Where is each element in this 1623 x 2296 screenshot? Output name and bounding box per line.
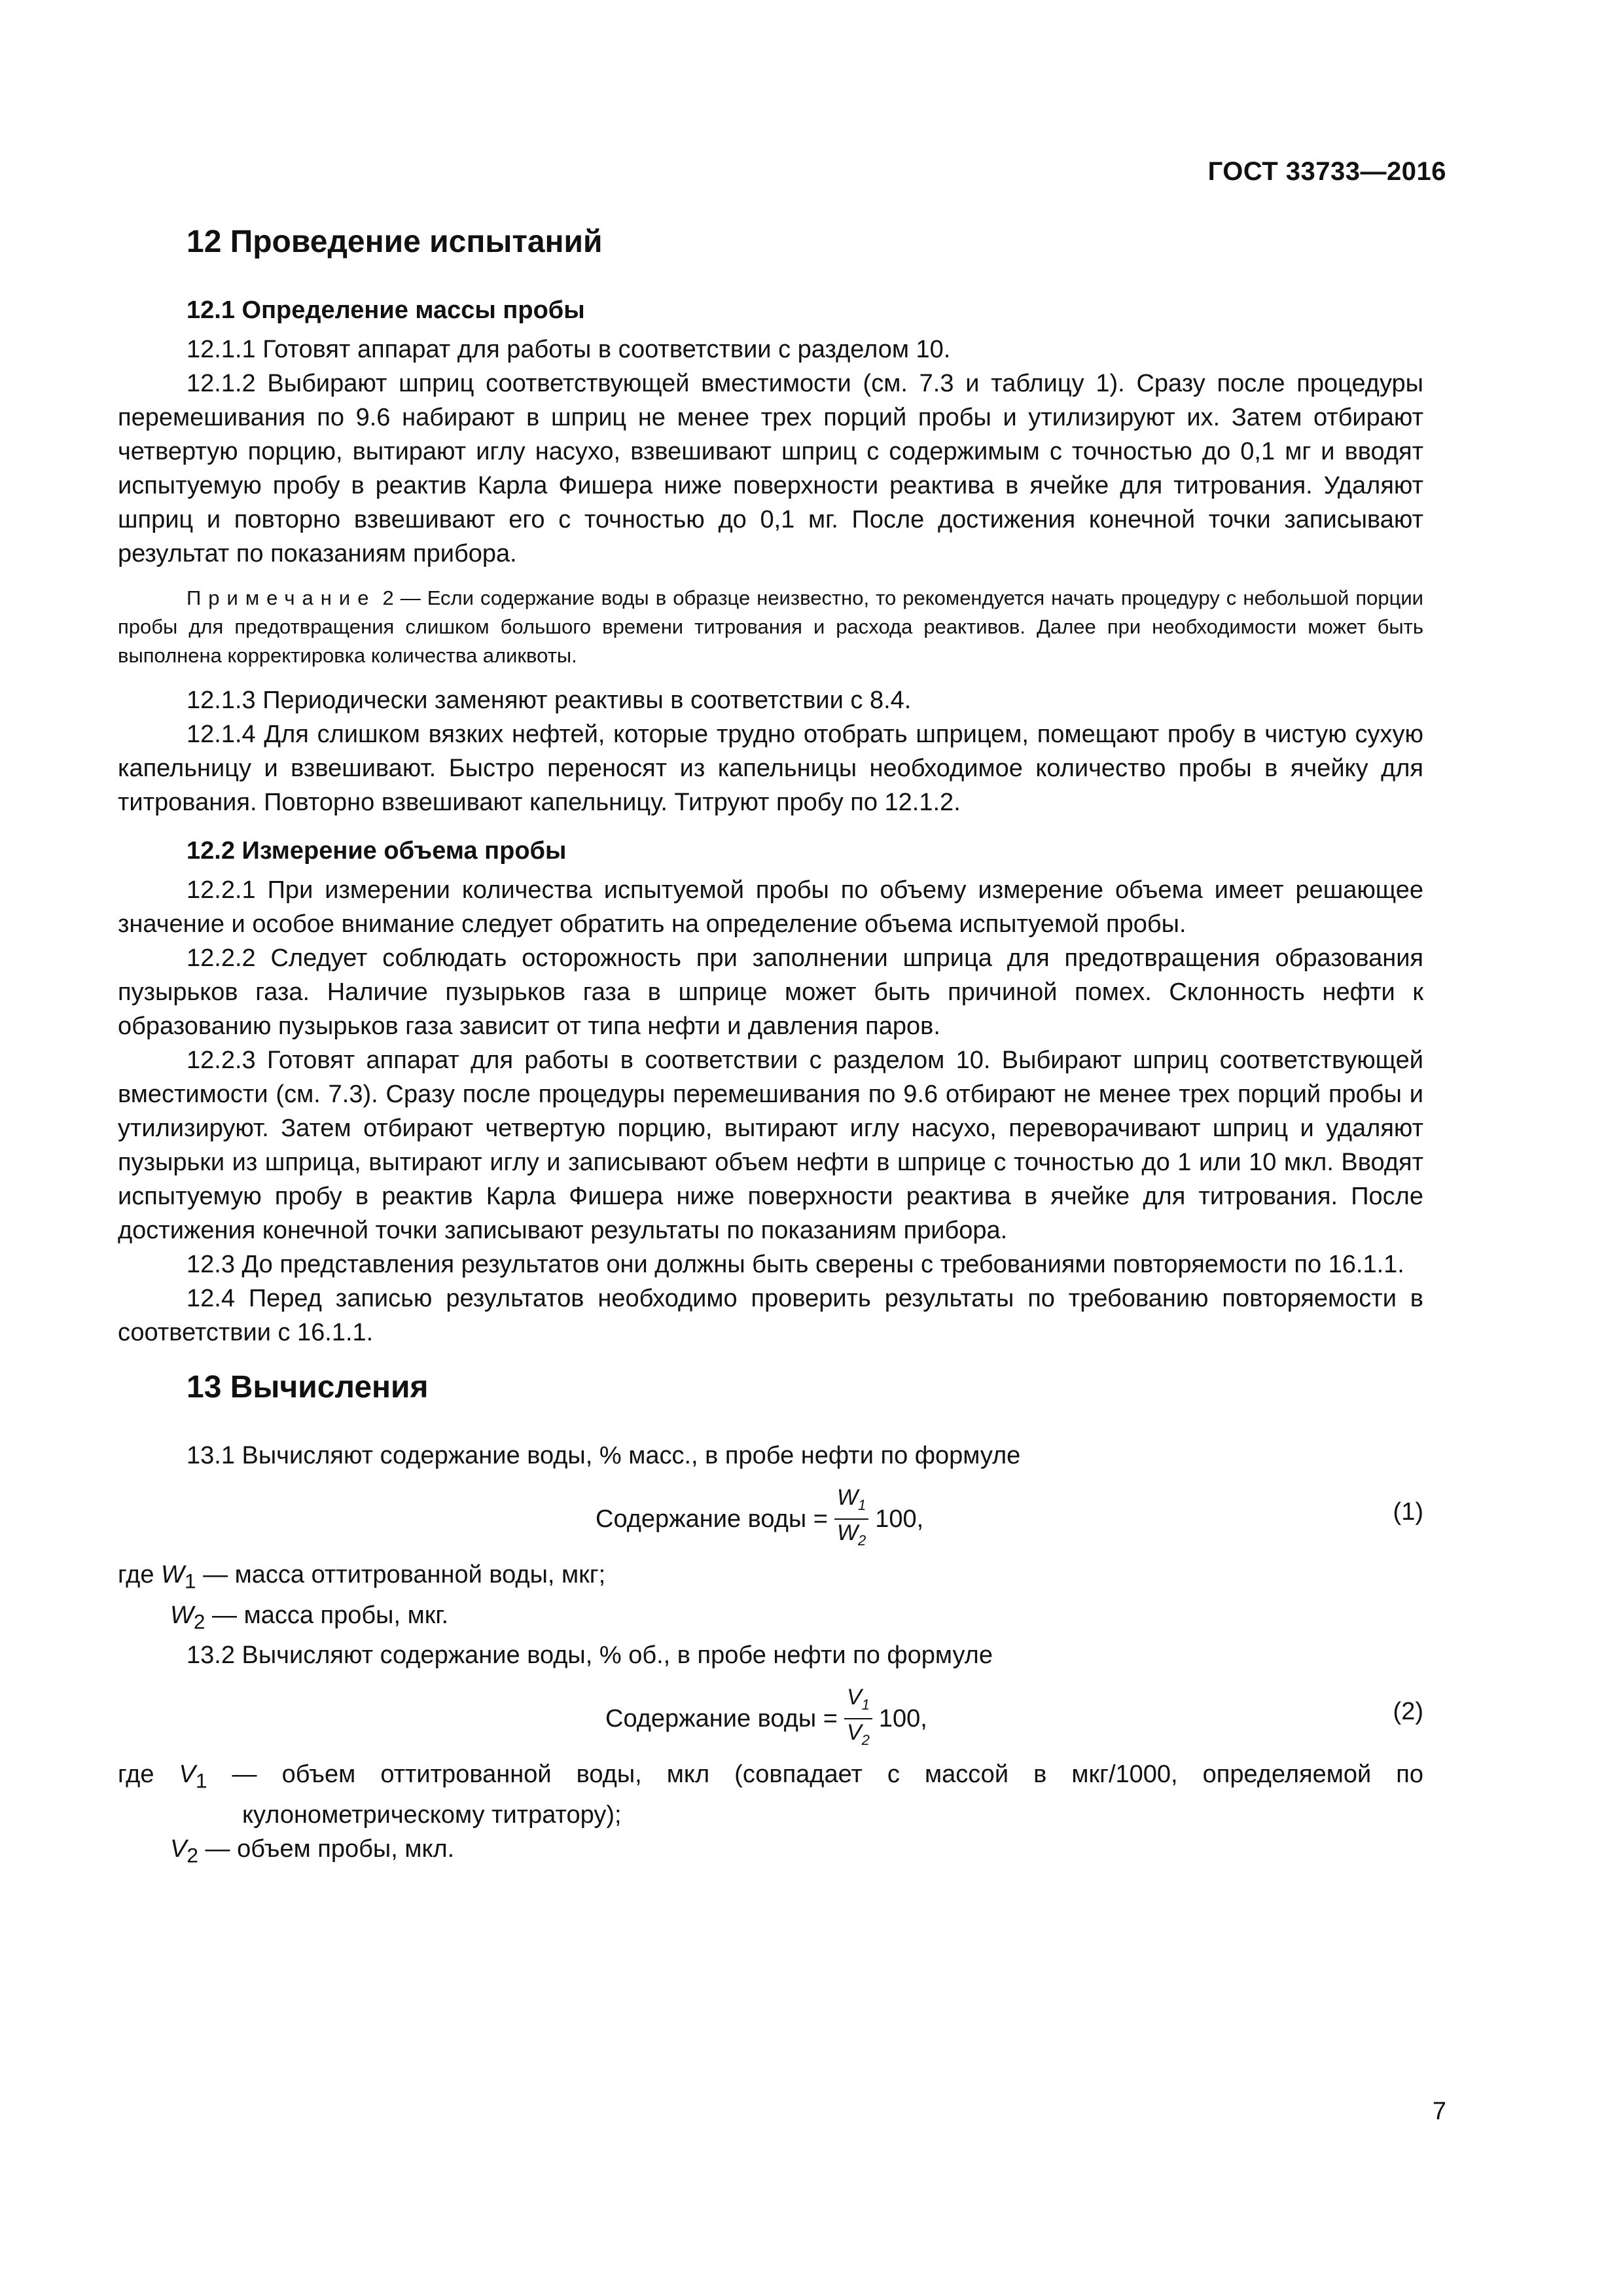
formula-1-numerator [834, 1484, 868, 1520]
var-v1-sub: 1 [195, 1768, 207, 1793]
var-v1-description: — объем оттитрованной воды, мкл (совпадает с массой в мкг/1000, определяемой по кулонометрическому титратору); [207, 1761, 1423, 1829]
formula-1-den-var: W [836, 1520, 859, 1545]
note-text: 2 — Если содержание воды в образце неизвестно, то рекомендуется начать процедуру с небольшой порции пробы для предотвращения слишком большого времени титрования и расхода реактивов. Далее при необходимости может быть выполнена корректировка количества аликвоты. [118, 586, 1423, 667]
section-13-title: 13 Вычисления [187, 1370, 429, 1405]
paragraph-12-2-1: 12.2.1 При измерении количества испытуемой пробы по объему измерение объема имеет решающее значение и особое внимание следует обратить на определение объема испытуемой пробы. [118, 876, 1423, 938]
var-w1-sub: 1 [184, 1569, 196, 1593]
formula-1-num-var: W [836, 1485, 859, 1510]
formula-2 [118, 1679, 1423, 1751]
formula-1-denominator [834, 1520, 868, 1554]
formula-1-den-sub: 2 [858, 1532, 866, 1549]
var-v2-sub: 2 [187, 1843, 198, 1867]
paragraph-12-2-3: 12.2.3 Готовят аппарат для работы в соответствии с разделом 10. Выбирают шприц соответствующей вместимости (см. 7.3). Сразу после процедуры перемешивания по 9.6 отбирают не менее трех порций пробы и утилизируют. Затем отбирают четвертую порцию, вытирают иглу насухо, переворачивают шприц и удаляют пузырьки из шприца, вытирают иглу и записывают объем нефти в шприце с точностью до 1 или 10 мкл. Вводят испытуемую пробу в реактив Карла Фишера ниже поверхности реактива в ячейке для титрования. После достижения конечной точки записывают результаты по показаниям прибора. [118, 1047, 1423, 1244]
formula-2-den-sub: 2 [861, 1731, 870, 1748]
where-2-line-2 [118, 1832, 1423, 1873]
var-w2-sub: 2 [193, 1609, 205, 1634]
formula-1-lhs: Содержание воды = [596, 1505, 828, 1533]
paragraph-13-1: 13.1 Вычисляют содержание воды, % масс., в пробе нефти по формуле [187, 1442, 1021, 1469]
formula-2-numerator [844, 1684, 872, 1719]
page-content [118, 223, 1423, 1872]
formula-2-num-var: V [846, 1685, 862, 1710]
var-v1: V [179, 1761, 196, 1789]
formula-1-number: (1) [1393, 1498, 1423, 1526]
formula-1-expression [596, 1484, 923, 1554]
note-label: Примечание [187, 586, 376, 609]
formula-1-rhs: 100, [875, 1505, 924, 1533]
var-w1-description: — масса оттитрованной воды, мкг; [196, 1561, 606, 1588]
subsection-12-1-title: 12.1 Определение массы пробы [187, 296, 585, 324]
formula-1-fraction [834, 1484, 868, 1554]
formula-2-rhs: 100, [878, 1704, 927, 1732]
note-2 [118, 584, 1423, 670]
subsection-12-2-title: 12.2 Измерение объема пробы [187, 837, 567, 865]
formula-2-denominator [844, 1719, 872, 1753]
paragraph-12-2-2: 12.2.2 Следует соблюдать осторожность при заполнении шприца для предотвращения образования пузырьков газа. Наличие пузырьков газа в шприце может быть причиной помех. Склонность нефти к образованию пузырьков газа зависит от типа нефти и давления паров. [118, 944, 1423, 1040]
where-2-prefix: где [118, 1761, 154, 1789]
where-1-prefix: где [118, 1561, 154, 1588]
formula-1 [118, 1479, 1423, 1551]
formula-1-num-sub: 1 [858, 1496, 866, 1513]
var-w2: W [170, 1601, 194, 1629]
formula-2-expression [605, 1684, 927, 1753]
where-2-line-1 [118, 1757, 1423, 1832]
paragraph-13-2: 13.2 Вычисляют содержание воды, % об., в пробе нефти по формуле [187, 1641, 993, 1670]
var-v2: V [170, 1835, 187, 1863]
paragraph-12-1-3: 12.1.3 Периодически заменяют реактивы в соответствии с 8.4. [187, 687, 912, 714]
section-12-title: 12 Проведение испытаний [187, 224, 603, 259]
section-spacer [118, 1350, 1423, 1368]
paragraph-12-1-2: 12.1.2 Выбирают шприц соответствующей вместимости (см. 7.3 и таблицу 1). Сразу после процедуры перемешивания по 9.6 набирают в шприц не менее трех порций пробы и утилизируют их. Затем отбирают четвертую порцию, вытирают иглу насухо, взвешивают шприц с содержимым с точностью до 0,1 мг и вводят испытуемую пробу в реактив Карла Фишера ниже поверхности реактива в ячейке для титрования. Удаляют шприц и повторно взвешивают его с точностью до 0,1 мг. После достижения конечной точки записывают результат по показаниям прибора. [118, 370, 1423, 567]
paragraph-12-3: 12.3 До представления результатов они должны быть сверены с требованиями повторяемости по 16.1.1. [187, 1251, 1404, 1278]
paragraph-12-1-4: 12.1.4 Для слишком вязких нефтей, которые трудно отобрать шприцем, помещают пробу в чистую сухую капельницу и взвешивают. Быстро переносят из капельницы необходимое количество пробы в ячейку для титрования. Повторно взвешивают капельницу. Титруют пробу по 12.1.2. [118, 721, 1423, 816]
formula-2-num-sub: 1 [861, 1696, 870, 1713]
paragraph-12-1-1: 12.1.1 Готовят аппарат для работы в соответствии с разделом 10. [187, 336, 951, 363]
formula-2-lhs: Содержание воды = [605, 1704, 838, 1732]
var-v2-description: — объем пробы, мкл. [198, 1835, 455, 1863]
page-number: 7 [1432, 2098, 1446, 2125]
where-1-line-2 [118, 1598, 1423, 1639]
formula-2-fraction [844, 1684, 872, 1753]
formula-2-den-var: V [846, 1719, 862, 1745]
var-w2-description: — масса пробы, мкг. [205, 1601, 449, 1629]
where-1-line-1 [118, 1558, 1423, 1598]
document-id-header: ГОСТ 33733—2016 [1207, 157, 1446, 186]
var-w1: W [161, 1561, 185, 1588]
formula-2-number: (2) [1393, 1698, 1423, 1726]
paragraph-12-4: 12.4 Перед записью результатов необходимо проверить результаты по требованию повторяемости в соответствии с 16.1.1. [118, 1285, 1423, 1346]
